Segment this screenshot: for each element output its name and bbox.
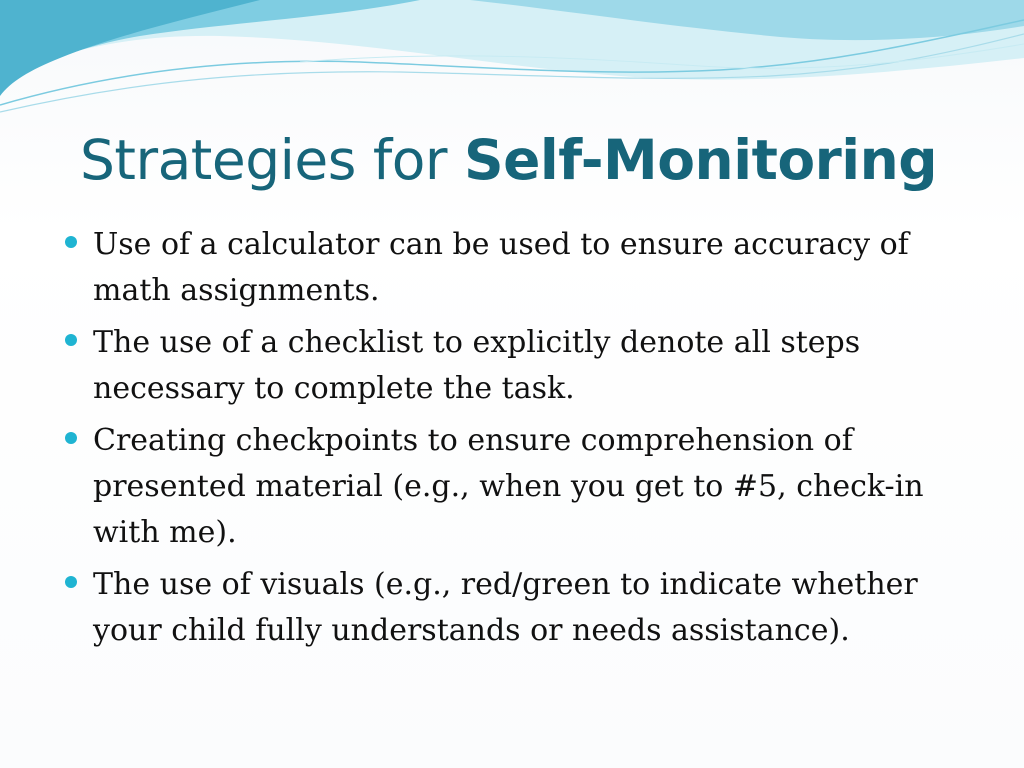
bullet-list [62, 222, 962, 660]
bullet-item [62, 418, 962, 556]
circle-bullet-icon [65, 236, 77, 248]
header-wave-decoration [0, 0, 1024, 130]
slide-title [80, 128, 937, 192]
title-regular: Strategies for [80, 128, 464, 192]
circle-bullet-icon [65, 576, 77, 588]
title-bold: Self-Monitoring [463, 128, 938, 192]
bullet-item [62, 562, 962, 654]
bullet-text: Use of a calculator can be used to ensure accuracy of math assignments. [93, 227, 909, 308]
bullet-item [62, 222, 962, 314]
bullet-text: The use of a checklist to explicitly denote all steps necessary to complete the task. [93, 325, 861, 406]
bullet-item [62, 320, 962, 412]
bullet-text: Creating checkpoints to ensure comprehension of presented material (e.g., when you get to #5, check-in with me). [93, 423, 924, 550]
bullet-text: The use of visuals (e.g., red/green to indicate whether your child fully understands or needs assistance). [93, 567, 918, 648]
circle-bullet-icon [65, 432, 77, 444]
circle-bullet-icon [65, 334, 77, 346]
